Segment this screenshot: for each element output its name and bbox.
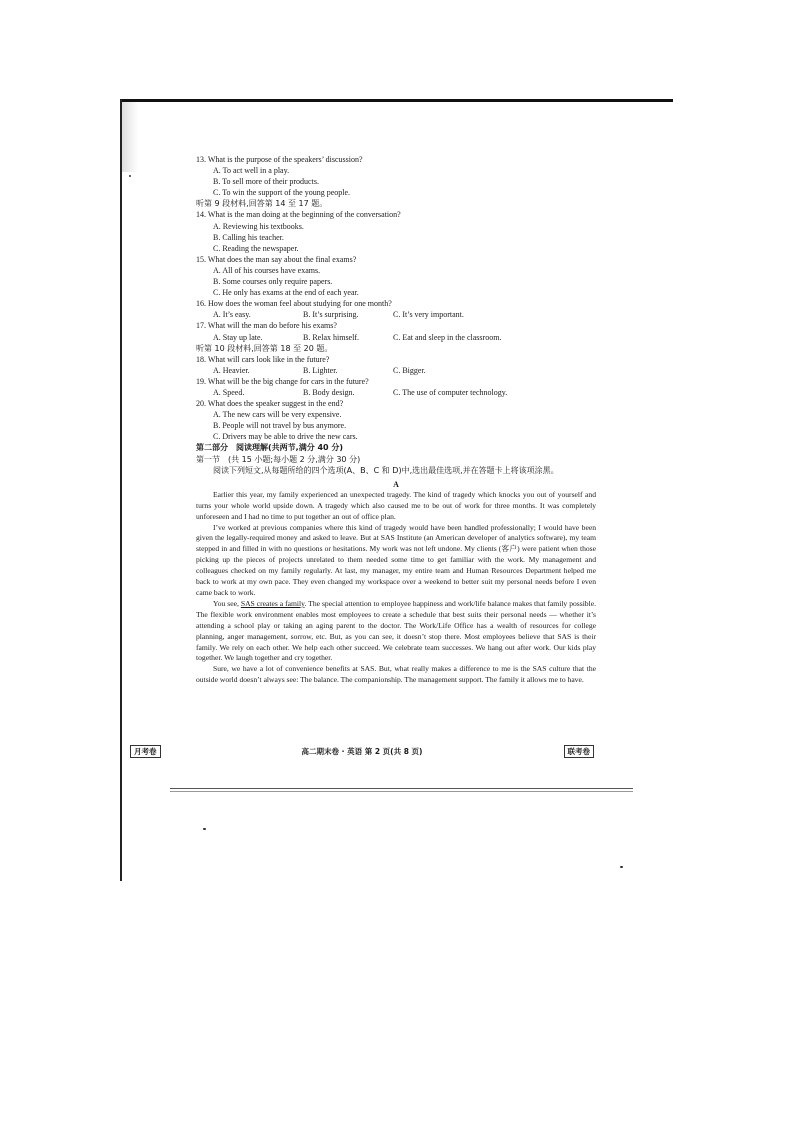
options-row [196,309,596,320]
exam-page [196,154,596,686]
options-row [196,365,596,376]
option: A. Speed. [213,387,245,397]
option: C. It’s very important. [393,310,464,320]
options-row [196,332,596,343]
option: B. Calling his teacher. [213,232,284,242]
options-row [196,387,596,398]
option: B. It’s surprising. [303,310,359,320]
option: C. The use of computer technology. [393,387,508,397]
option: A. All of his courses have exams. [213,265,321,275]
option: B. Body design. [303,387,355,397]
option: C. Eat and sleep in the classroom. [393,332,502,342]
scan-speck [129,175,131,177]
option: C. To win the support of the young people. [213,188,351,198]
underlined-phrase: SAS creates a family [240,598,305,608]
passage-paragraph-1: Earlier this year, my family experienced an unexpected tragedy. The kind of tragedy which knocks you out of yourself and turns your whole world upside down. A tragedy which also caused me to be out of work for three months. It was completely unforeseen and I had no time to put together an out of office plan. [196,489,596,521]
option: A. Heavier. [213,365,250,375]
question-14: 14. What is the man doing at the beginning of the conversation? [196,210,401,220]
passage-paragraph-2: I’ve worked at previous companies where this kind of tragedy would have been handled professionally; I would have been given the legally-required money and asked to leave. But at SAS Institute (an American developer of analytics software), my team stepped in and filled in with no questions or hesitations. My work was not left undone. My clients (客户) were patient when those picking up the pieces of projects unrelated to them needed some time to get familiar with the work. My management and colleagues checked on my family regularly. At last, my manager, my entire team and Human Resources Department helped me back to work at my own pace. They even changed my workspace over a weekend to better suit my personal needs before I even came back to work. [196,522,596,597]
option: B. Lighter. [303,365,338,375]
footer-page-info: 高二期末卷 · 英语 第 2 页(共 8 页) [301,747,423,756]
footer-left-tag: 月考卷 [130,745,161,758]
scan-speck [620,866,623,868]
part-two-heading: 第二部分 阅读理解(共两节,满分 40 分) [196,443,344,453]
reading-instruction: 阅读下列短文,从每题所给的四个选项(A、B、C 和 D)中,选出最佳选项,并在答题卡上将该项涂黑。 [213,465,559,475]
option: C. Reading the newspaper. [213,243,299,253]
passage-paragraph-3 [196,599,596,664]
question-17: 17. What will the man do before his exams? [196,321,337,331]
scan-bottom-line [170,788,633,789]
question-16: 16. How does the woman feel about studying for one month? [196,299,392,309]
scan-shadow [122,102,138,172]
scan-left-edge [120,99,122,881]
option: A. Reviewing his textbooks. [213,221,304,231]
option: A. The new cars will be very expensive. [213,410,342,420]
option: B. Relax himself. [303,332,359,342]
page-footer [130,745,594,759]
question-20: 20. What does the speaker suggest in the end? [196,399,344,409]
footer-right-tag: 联考卷 [564,745,595,758]
scan-bottom-line-faint [170,791,633,792]
listening-note-9: 听第 9 段材料,回答第 14 至 17 题。 [196,199,328,209]
option: C. Bigger. [393,365,426,375]
listening-note-10: 听第 10 段材料,回答第 18 至 20 题。 [196,343,333,353]
scan-top-edge [120,99,673,102]
option: C. He only has exams at the end of each year. [213,288,359,298]
option: C. Drivers may be able to drive the new cars. [213,432,358,442]
question-15: 15. What does the man say about the final exams? [196,254,357,264]
option: A. To act well in a play. [213,166,290,176]
option: B. To sell more of their products. [213,177,319,187]
passage-paragraph-4: Sure, we have a lot of convenience benefits at SAS. But, what really makes a difference to me is the SAS culture that the outside world doesn’t always see: The balance. The companionship. The management support. The family it allows me to have. [196,664,596,685]
paragraph-text: You see, [213,598,241,608]
section-one-heading: 第一节 (共 15 小题;每小题 2 分,满分 30 分) [196,454,361,464]
option: A. It’s easy. [213,310,251,320]
question-18: 18. What will cars look like in the future? [196,354,330,364]
option: A. Stay up late. [213,332,263,342]
scan-speck [203,828,206,830]
question-19: 19. What will be the big change for cars in the future? [196,376,369,386]
passage-label: A [393,479,399,489]
paragraph-text: . The special attention to employee happiness and work/life balance makes that family possible. The flexible work environment enables most employees to create a schedule that best suits their personal needs — whether it’s attending a school play or taking an aging parent to the doctor. The Work/Life Office has a wealth of resources for college planning, anger management, sorrow, etc. But, as you can see, it doesn’t stop there. Most employees believe that SAS is their family. We rely on each other. We help each other succeed. We celebrate team successes. We hang out after work. Our kids play together. We laugh together and cry together. [196,598,596,663]
question-13: 13. What is the purpose of the speakers’ discussion? [196,155,363,164]
option: B. Some courses only require papers. [213,277,333,287]
option: B. People will not travel by bus anymore. [213,421,347,431]
